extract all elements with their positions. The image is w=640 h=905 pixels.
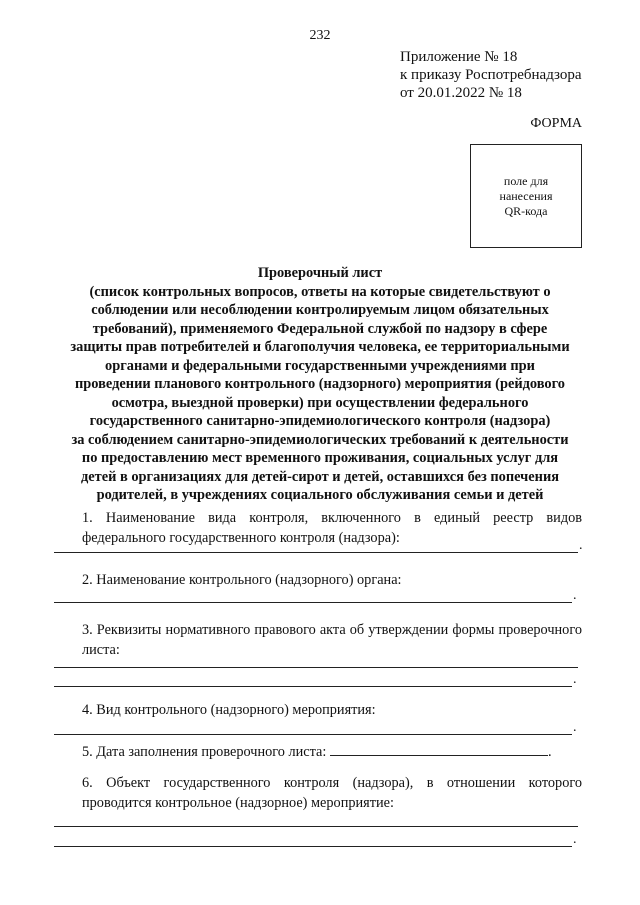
appendix-line-1: Приложение № 18	[400, 49, 518, 65]
item-6-fill-line-1[interactable]	[54, 826, 578, 827]
page-number: 232	[309, 28, 331, 43]
item-3-fill-line-2[interactable]	[54, 686, 572, 687]
item-6-label: 6. Объект государственного контроля (надзора), в отношении которого проводится контрольное (надзорное) мероприятие:	[82, 775, 582, 811]
item-6-period: .	[573, 832, 577, 847]
form-label: ФОРМА	[530, 116, 582, 131]
item-1-fill-line[interactable]	[54, 552, 578, 553]
title-line: по предоставлению мест временного проживания, социальных услуг для	[81, 450, 559, 466]
title-line: соблюдении или несоблюдении контролируемым лицом обязательных	[91, 302, 549, 318]
title-line: за соблюдением санитарно-эпидемиологических требований к деятельности	[71, 431, 569, 448]
item-3-text	[54, 620, 582, 660]
title-line: органами и федеральными государственными учреждениями при	[105, 357, 535, 374]
item-3-period: .	[573, 672, 577, 687]
item-4-text	[54, 700, 582, 720]
item-3-fill-line-1[interactable]	[54, 667, 578, 668]
item-2-text	[54, 570, 582, 590]
qr-box-line-1: поле для	[503, 173, 549, 188]
title-line: детей в организациях для детей-сирот и детей, оставшихся без попечения	[80, 468, 560, 485]
title-line: осмотра, выездной проверки) при осуществлении федерального	[111, 394, 529, 411]
item-4-fill-line[interactable]	[54, 734, 572, 735]
appendix-line-2: к приказу Роспотребнадзора	[400, 67, 582, 83]
item-2-period: .	[573, 588, 577, 603]
title-line: проведении планового контрольного (надзорного) мероприятия (рейдового	[75, 376, 565, 392]
item-5-date-field[interactable]	[330, 743, 548, 756]
item-4-label: 4. Вид контрольного (надзорного) мероприятия:	[82, 702, 376, 718]
document-title	[50, 264, 590, 505]
item-2-fill-line[interactable]	[54, 602, 572, 603]
item-2-label: 2. Наименование контрольного (надзорного) органа:	[82, 572, 402, 588]
item-5-period: .	[547, 744, 552, 760]
qr-box-line-2: нанесения	[499, 188, 553, 203]
item-4-period: .	[573, 720, 577, 735]
title-line: Проверочный лист	[257, 265, 383, 281]
item-1-text	[54, 508, 582, 548]
title-line: государственного санитарно-эпидемиологического контроля (надзора)	[89, 413, 551, 429]
title-line: родителей, в учреждениях социального обслуживания семьи и детей	[96, 487, 544, 503]
qr-code-box	[470, 144, 582, 248]
item-1-period: .	[579, 538, 583, 553]
title-line: защиты прав потребителей и благополучия человека, ее территориальными	[70, 339, 570, 355]
item-5-label: 5. Дата заполнения проверочного листа:	[82, 744, 327, 760]
title-line: (список контрольных вопросов, ответы на которые свидетельствуют о	[89, 283, 551, 300]
item-6-text	[54, 773, 582, 813]
item-6-fill-line-2[interactable]	[54, 846, 572, 847]
appendix-line-3: от 20.01.2022 № 18	[400, 85, 522, 101]
title-line: требований), применяемого Федеральной службой по надзору в сфере	[92, 320, 548, 337]
item-5-text	[54, 742, 582, 762]
qr-box-line-3: QR-кода	[504, 203, 548, 218]
item-1-label: 1. Наименование вида контроля, включенного в единый реестр видов федерального государственного контроля (надзора):	[82, 510, 582, 546]
item-3-label: 3. Реквизиты нормативного правового акта об утверждении формы проверочного листа:	[82, 622, 582, 658]
